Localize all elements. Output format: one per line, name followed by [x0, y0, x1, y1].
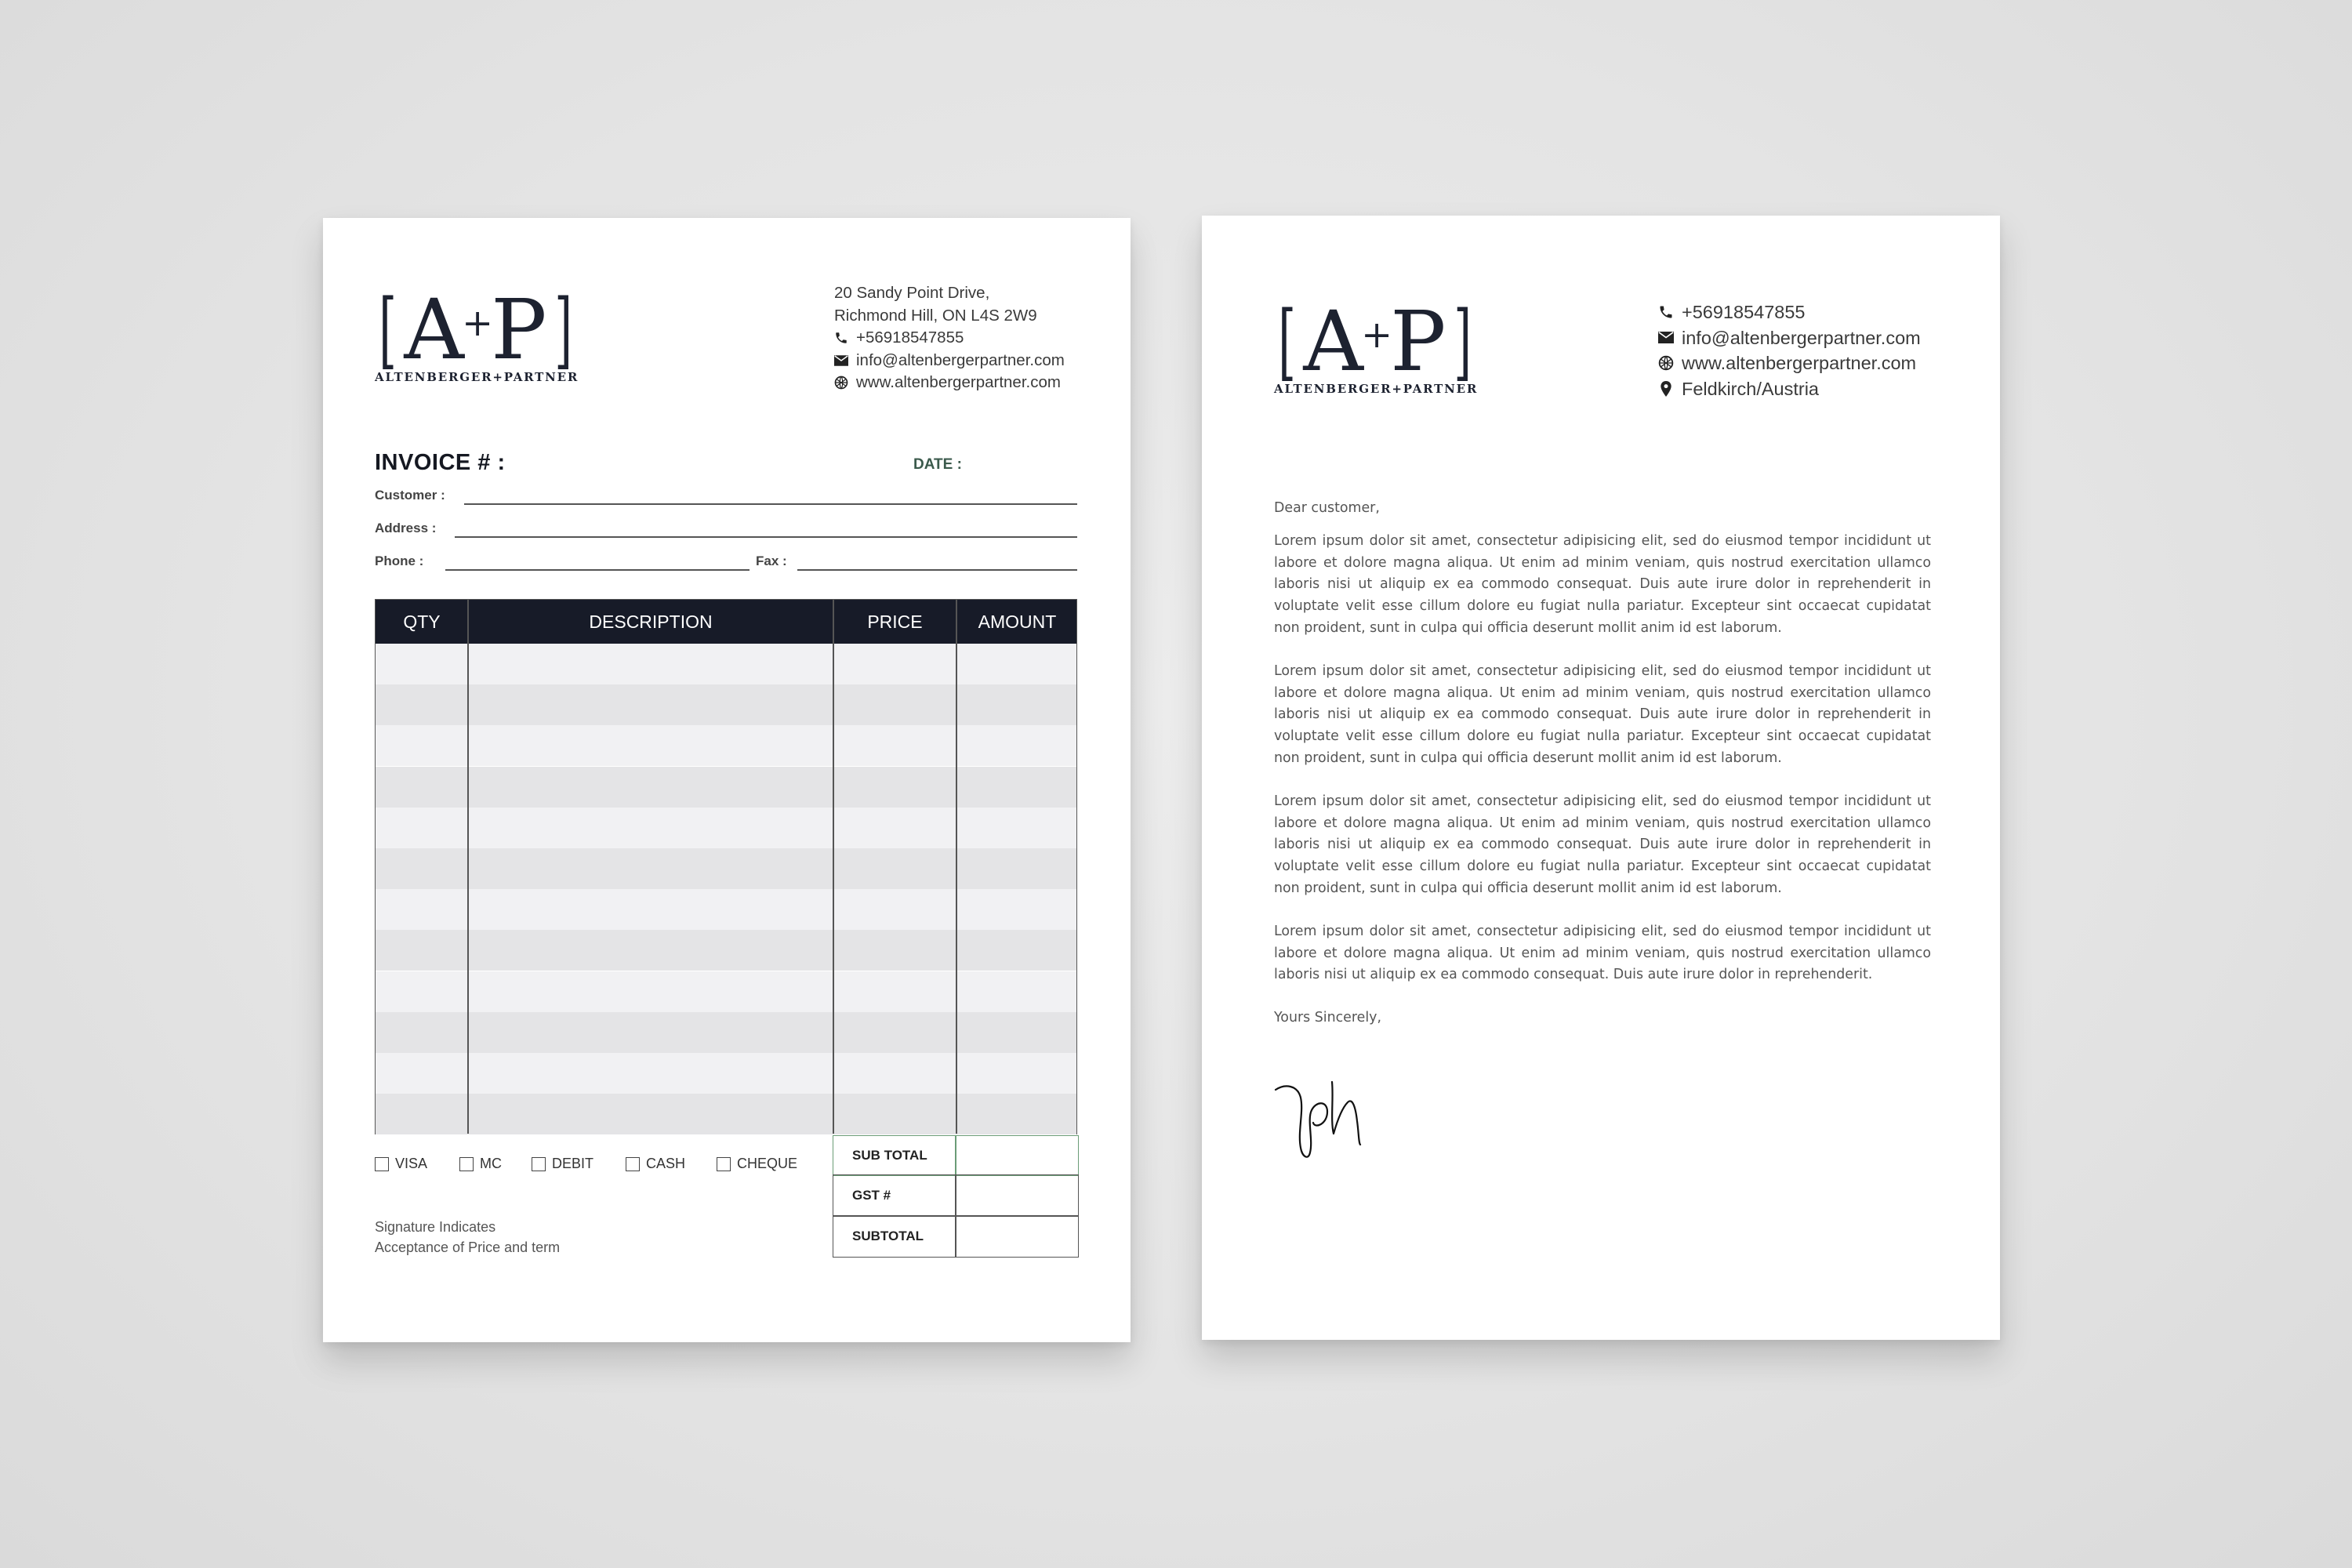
column-description: DESCRIPTION — [589, 612, 713, 632]
letter-paragraph-1: Lorem ipsum dolor sit amet, consectetur adipisicing elit, sed do eiusmod tempor incididunt ut labore et dolore magna aliqua. Ut enim ad minim veniam, quis nostrud exercitation ullamco laboris nisi ut aliquip ex ea commodo consequat. Duis aute irure dolor in reprehenderit in voluptate velit esse cillum dolore eu fugiat nulla pariatur. Excepteur sint occaecat cupidatat non proident, sunt in culpa qui officia deserunt mollit anim id est laborum. — [1274, 532, 1931, 636]
total-label: SUBTOTAL — [852, 1229, 924, 1243]
letter-contact — [1658, 299, 1921, 401]
phone-icon — [834, 331, 848, 345]
checkbox-icon[interactable] — [626, 1157, 640, 1171]
letter-phone — [1658, 299, 1921, 325]
letter-email — [1658, 325, 1921, 351]
payment-option-visa[interactable] — [375, 1156, 427, 1172]
line-items-table — [375, 599, 1077, 1134]
bracket-left: [ — [379, 281, 397, 378]
date-label: DATE : — [913, 456, 962, 473]
address-line[interactable] — [455, 536, 1077, 538]
invoice-logo: [A+P] ALTENBERGER+PARTNER — [375, 281, 579, 384]
payment-label: VISA — [395, 1156, 428, 1171]
letter-email-text: info@altenbergerpartner.com — [1682, 327, 1921, 348]
subtotal-label: SUB TOTAL — [852, 1148, 927, 1163]
subtotal-value[interactable] — [955, 1135, 1079, 1176]
letter-website — [1658, 350, 1921, 376]
divider-price — [956, 600, 957, 1134]
contact-website-text: www.altenbergerpartner.com — [856, 373, 1061, 391]
letter-body — [1274, 498, 1931, 1051]
bracket-left: [ — [1278, 293, 1297, 390]
table-row[interactable] — [376, 889, 1076, 930]
subtotal-row — [833, 1135, 956, 1176]
table-row[interactable] — [376, 767, 1076, 808]
table-row[interactable] — [376, 1053, 1076, 1094]
table-row[interactable] — [376, 1012, 1076, 1053]
column-amount: AMOUNT — [978, 612, 1057, 632]
table-row[interactable] — [376, 971, 1076, 1012]
column-price: PRICE — [867, 612, 923, 632]
address-label: Address : — [375, 521, 437, 535]
signature-note-line-2: Acceptance of Price and term — [375, 1240, 561, 1255]
invoice-title: INVOICE # : — [375, 450, 506, 475]
globe-icon — [834, 376, 848, 390]
total-row — [833, 1215, 956, 1258]
table-row[interactable] — [376, 644, 1076, 684]
payment-option-cash[interactable] — [626, 1156, 685, 1172]
letter-greeting: Dear customer, — [1274, 500, 1380, 516]
payment-option-cheque[interactable] — [717, 1156, 797, 1172]
logo-tagline: ALTENBERGER+PARTNER — [375, 370, 579, 384]
table-row[interactable] — [376, 725, 1076, 766]
bracket-right: ] — [1453, 293, 1472, 390]
letter-location-text: Feldkirch/Austria — [1682, 378, 1819, 399]
contact-email-text: info@altenbergerpartner.com — [856, 350, 1065, 369]
fax-label: Fax : — [756, 554, 787, 568]
map-pin-icon — [1658, 380, 1674, 397]
phone-icon — [1658, 304, 1674, 320]
payment-label: MC — [480, 1156, 502, 1171]
envelope-icon — [834, 355, 848, 366]
phone-label: Phone : — [375, 554, 424, 568]
bracket-right: ] — [554, 281, 572, 378]
contact-website — [834, 372, 1065, 394]
logo-plus: + — [1361, 314, 1393, 358]
envelope-icon — [1658, 332, 1674, 343]
gst-label: GST # — [852, 1188, 891, 1203]
signature-note — [375, 1217, 560, 1258]
table-header — [376, 600, 1076, 644]
checkbox-icon[interactable] — [717, 1157, 731, 1171]
payment-option-debit[interactable] — [532, 1156, 593, 1172]
phone-line[interactable] — [445, 569, 750, 571]
letter-paragraph-2: Lorem ipsum dolor sit amet, consectetur adipisicing elit, sed do eiusmod tempor incididunt ut labore et dolore magna aliqua. Ut enim ad minim veniam, quis nostrud exercitation ullamco laboris nisi ut aliquip ex ea commodo consequat. Duis aute irure dolor in reprehenderit in voluptate velit esse cillum dolore eu fugiat nulla pariatur. Excepteur sint occaecat cupidatat non proident, sunt in culpa qui officia deserunt mollit anim id est laborum. — [1274, 662, 1931, 766]
divider-qty — [467, 600, 469, 1134]
signature-note-line-1: Signature Indicates — [375, 1219, 496, 1235]
handwritten-signature — [1271, 1066, 1381, 1168]
globe-icon — [1658, 355, 1674, 371]
payment-label: CASH — [646, 1156, 686, 1171]
contact-email — [834, 350, 1065, 372]
contact-phone-text: +56918547855 — [856, 328, 964, 347]
table-row[interactable] — [376, 808, 1076, 848]
customer-line[interactable] — [464, 503, 1077, 505]
letter-phone-text: +56918547855 — [1682, 302, 1806, 322]
logo-tagline: ALTENBERGER+PARTNER — [1274, 382, 1479, 396]
total-value[interactable] — [955, 1215, 1079, 1258]
checkbox-icon[interactable] — [532, 1157, 546, 1171]
fax-line[interactable] — [797, 569, 1077, 571]
invoice-contact — [834, 282, 1065, 394]
column-qty: QTY — [403, 612, 441, 632]
payment-label: CHEQUE — [737, 1156, 798, 1171]
address-line-1: 20 Sandy Point Drive, — [834, 284, 990, 302]
contact-phone — [834, 327, 1065, 350]
table-row[interactable] — [376, 1094, 1076, 1134]
checkbox-icon[interactable] — [459, 1157, 474, 1171]
letter-website-text: www.altenbergerpartner.com — [1682, 353, 1917, 373]
invoice-sheet — [323, 218, 1131, 1342]
logo-plus: + — [462, 302, 494, 346]
gst-value[interactable] — [955, 1174, 1079, 1217]
divider-description — [833, 600, 834, 1134]
gst-row — [833, 1174, 956, 1217]
address-line-2: Richmond Hill, ON L4S 2W9 — [834, 306, 1037, 325]
letter-paragraph-4: Lorem ipsum dolor sit amet, consectetur adipisicing elit, sed do eiusmod tempor incididunt ut labore et dolore magna aliqua. Ut enim ad minim veniam, quis nostrud exercitation ullamco laboris nisi ut aliquip ex ea commodo consequat. Duis aute irure dolor in reprehenderit. — [1274, 923, 1931, 983]
letter-logo: [A+P] ALTENBERGER+PARTNER — [1274, 293, 1479, 396]
payment-option-mc[interactable] — [459, 1156, 502, 1172]
letter-location — [1658, 376, 1921, 402]
totals-box — [833, 1135, 1079, 1258]
letter-closing: Yours Sincerely, — [1274, 1010, 1381, 1026]
payment-label: DEBIT — [552, 1156, 594, 1171]
letterhead-sheet — [1202, 216, 2000, 1340]
letter-paragraph-3: Lorem ipsum dolor sit amet, consectetur adipisicing elit, sed do eiusmod tempor incididunt ut labore et dolore magna aliqua. Ut enim ad minim veniam, quis nostrud exercitation ullamco laboris nisi ut aliquip ex ea commodo consequat. Duis aute irure dolor in reprehenderit in voluptate velit esse cillum dolore eu fugiat nulla pariatur. Excepteur sint occaecat cupidatat non proident, sunt in culpa qui officia deserunt mollit anim id est laborum. — [1274, 793, 1931, 896]
table-row[interactable] — [376, 684, 1076, 725]
table-row[interactable] — [376, 930, 1076, 971]
table-row[interactable] — [376, 848, 1076, 889]
checkbox-icon[interactable] — [375, 1157, 389, 1171]
customer-label: Customer : — [375, 488, 445, 503]
